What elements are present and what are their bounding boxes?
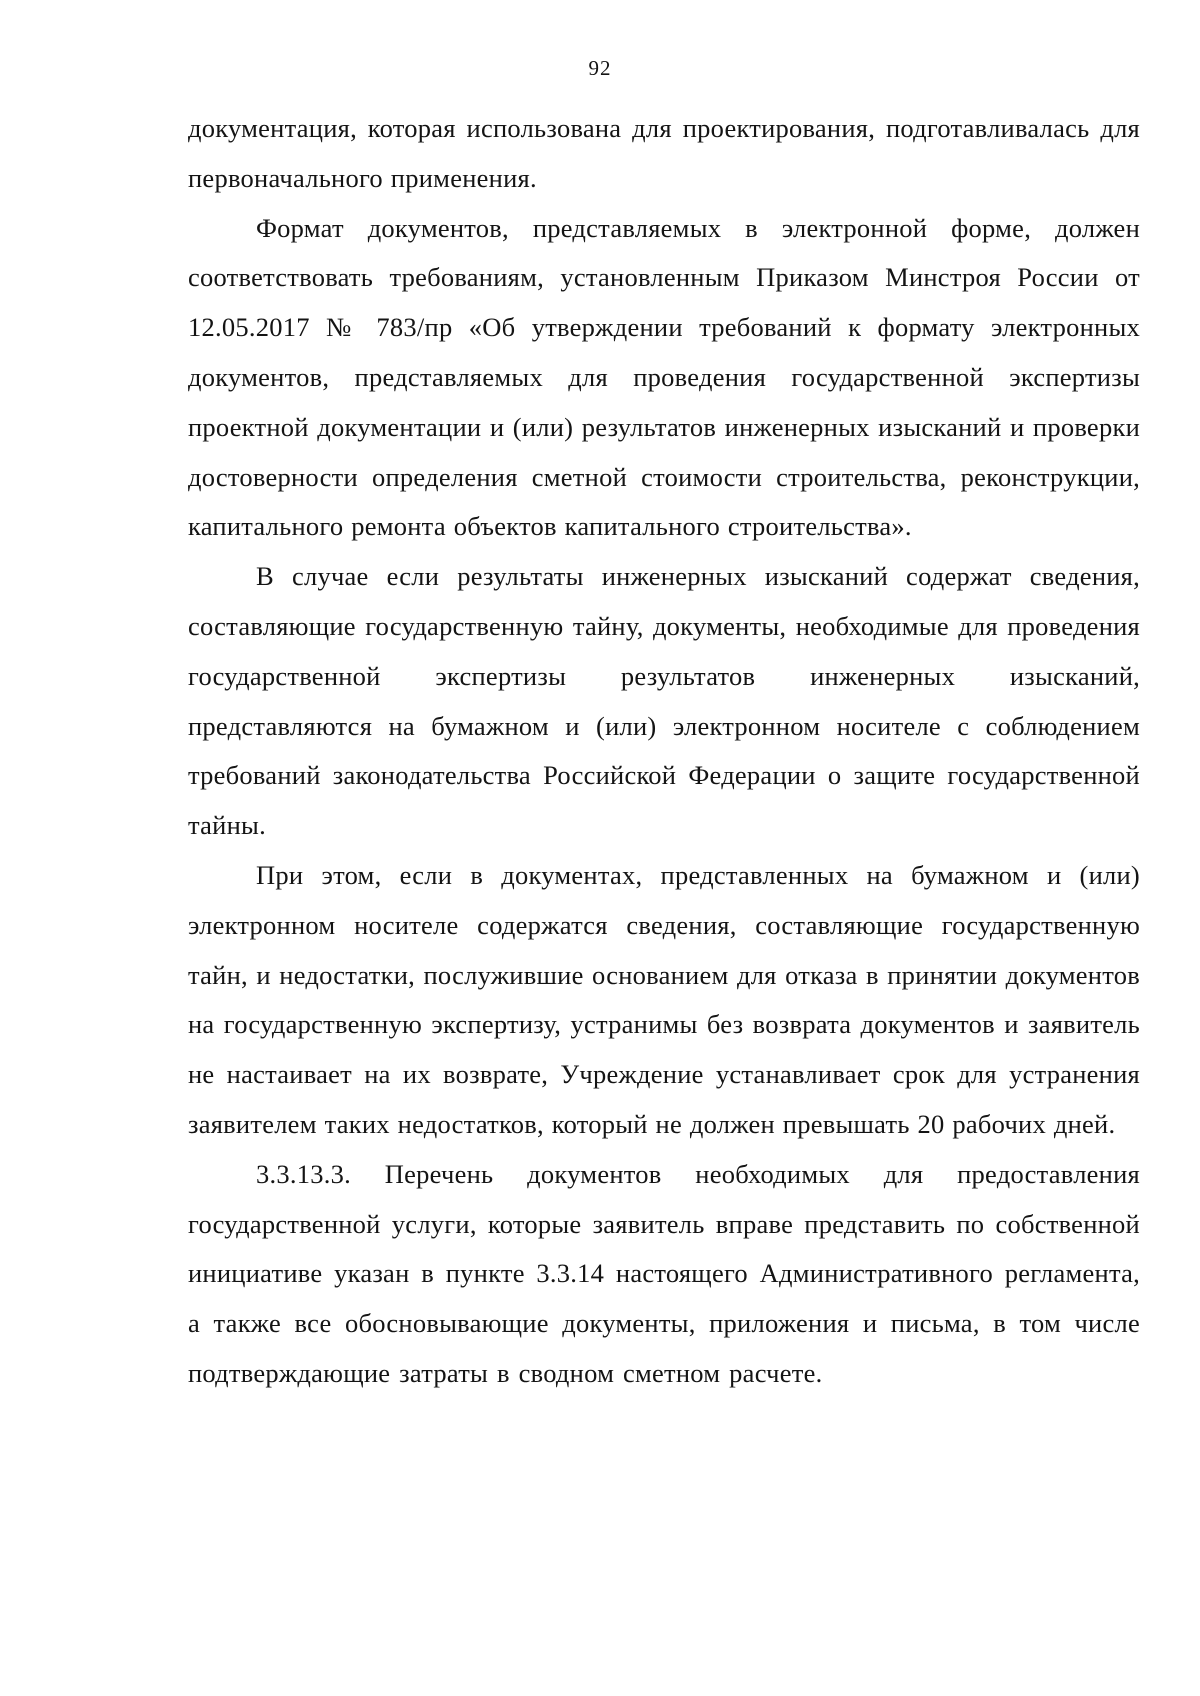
- paragraph-continuation: документация, которая использована для проектирования, подготавливалась для первоначального применения.: [188, 113, 1140, 193]
- paragraph-document-format: Формат документов, представляемых в электронной форме, должен соответствовать требованиям, установленным Приказом Минстроя России от 12.05.2017 № 783/пр «Об утверждении требований к формату электронных документов, представляемых для проведения государственной экспертизы проектной документации и (или) результатов инженерных изысканий и проверки достоверности определения сметной стоимости строительства, реконструкции, капитального ремонта объектов капитального строительства».: [188, 212, 1140, 542]
- paragraph-deficiencies: При этом, если в документах, представленных на бумажном и (или) электронном носителе содержатся сведения, составляющие государственную тайн, и недостатки, послужившие основанием для отказа в принятии документов на государственную экспертизу, устранимы без возврата документов и заявитель не настаивает на их возврате, Учреждение устанавливает срок для устранения заявителем таких недостатков, который не должен превышать 20 рабочих дней.: [188, 859, 1140, 1139]
- paragraph-state-secret: В случае если результаты инженерных изысканий содержат сведения, составляющие государственную тайну, документы, необходимые для проведения государственной экспертизы результатов инженерных изысканий, представляются на бумажном и (или) электронном носителе с соблюдением требований законодательства Российской Федерации о защите государственной тайны.: [188, 561, 1140, 841]
- page-number: 92: [588, 56, 612, 80]
- document-body: [188, 104, 1140, 1399]
- paragraph-3-3-13-3: 3.3.13.3. Перечень документов необходимых для предоставления государственной услуги, которые заявитель вправе представить по собственной инициативе указан в пункте 3.3.14 настоящего Административного регламента, а также все обосновывающие документы, приложения и письма, в том числе подтверждающие затраты в сводном сметном расчете.: [188, 1158, 1140, 1388]
